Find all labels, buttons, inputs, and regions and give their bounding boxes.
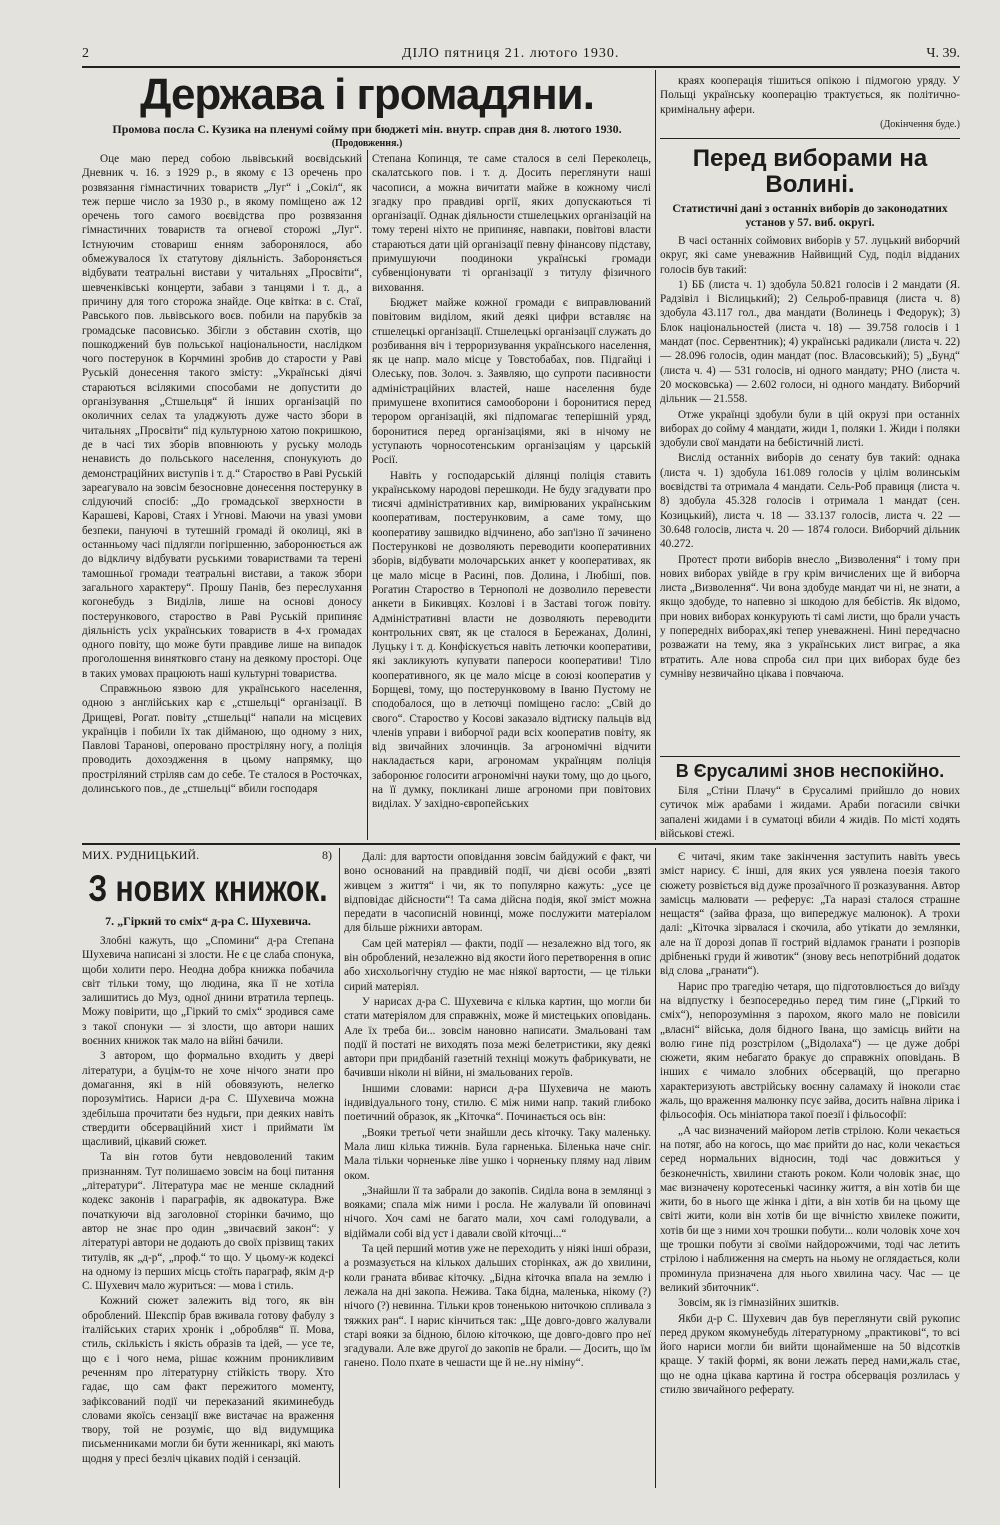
article-subtitle: Промова посла С. Кузика на пленумі сойму при бюджеті мін. внутр. справ дня 8. лютого 1930. <box>112 122 622 136</box>
article-column <box>82 934 334 1486</box>
paragraph: Іншими словами: нариси д-ра Шухевича не мають індивідуального тону, стилю. Є між ними напр. такий глибоко поетичний образок, як „Кіточка“. Починається ось він: <box>344 1082 651 1124</box>
paragraph: „А час визначений майором летів стрілою. Коли чекається на потяг, або на когось, що має прийти до нас, коли чекається серед нормальних відносин, тоді час довжиться у безконечність, хвилини стають роком. Коли чоловік знає, що має визначену коротесенькі часинку життя, а він хотів би ще жити, бо в нього ще жінка і діти, а він хотів би на цьому ще світі жити, коли він хотів би ще вічністю хвилеке пожити, хотів би ще з ними хоч трошки побути... коли чоловік хоче хоч ще трошки побути зі своїми найдорожчими, тоді час летить стрілою і наближення на смерть на ньому не оглядається, коли проминула призначена для нього хвилина часу. Час — це великий збиточник“. <box>660 1124 960 1294</box>
article-subtitle: Статистичні дані з останніх виборів до законодатних установ у 57. виб. округі. <box>672 203 948 229</box>
page-number: 2 <box>82 46 89 61</box>
article-title: Держава і громадяни. <box>140 70 594 119</box>
article-title: З нових книжок. <box>88 868 328 910</box>
paragraph: „Вояки третьої чети знайшли десь кіточку. Таку маленьку. Мала лиш кілька тижнів. Була гарненька. Біленька наче сніг. Мала тільки чорненьке ліве ушко і чорненьку пляму над лівим оком. <box>344 1126 651 1182</box>
paragraph: Та він готов бути невдоволений таким признанням. Тут полишаємо зовсім на боці питання „літератури“. Література має не менше складний кодекс законів і параграфів, як адвокатура. Вже початкуючи від заголовної сторінки бачимо, що автор не знає про один „звичаєвий закон“: у літературі автори не додають до своїх прізвищ таких титулів, як „д-р“, „проф.“ то що. У цьому-ж кодексі на одному із перших місць стоїть параграф, якім д-р С. Шухевич мало журиться: — мова і стиль. <box>82 1151 334 1293</box>
paragraph: Бюджет майже кожної громади є виправлюваний повітовим виділом, який деякі цифри вставляє на стшелецькі організації. Стшелецькі організації служать до розбивання віч і терроризування українського населення, як це напр. мало місце у Товстобабах, пов. Підгайці і Олеську, пов. Золоч. з. Заявляю, що супроти пасивности адміністраційних властей, наше населення буде примушене вхопитися самооборони і боронитися перед терором організацій, які підпомагає теперішній уряд, боронитися перед організаціями, які в нічому не уступають чорносотенським організаціям у царській Росії. <box>372 296 651 467</box>
article-column <box>82 152 362 840</box>
article-column <box>660 234 960 752</box>
installment-number: 8) <box>322 848 332 862</box>
paragraph: Протест проти виборів внесло „Визволення“ і тому при нових виборах увійде в гру крім вичислених ще й виборча листа „Визволення“. Чи вона здобуде мандат чи ні, не знати, а якщо здобуде, то напевно зі шкодою для бебістів. Як відомо, при нових виборах конкурують ті самі листи, що брали участь у попередніх виборах,які тепер уневажнені. Нині передчасно розважати на тему, яка з українських лист виграє, а яка втратить. Але нова спроба сил при цих виборах буде без сумніву незвичайно цікава і повчаюча. <box>660 553 960 680</box>
article-column <box>660 784 960 840</box>
paragraph: Далі: для вартости оповідання зовсім байдужий є факт, чи воно оснований на правдивій події, чи дієві особи „взяті живцем з життя“ і чи, як то популярно кажуть: „усе це відповідає дійсности“! Та сама дійсна подія, якої зміст можна передати в часописній новинці, може послужити матеріалом для більше ріжнихи авторам. <box>344 851 651 935</box>
paragraph: Навіть у господарській ділянці поліція ставить українському народові перешкоди. Не буду згадувати про тисячі адміністративних кар, вимірюваних українським кооперативам, постерунковим, а саме тому, що кооперативу зашвидко відчинено, або зап'ізно її зачинено Постерункові не дозволяють переводити кооперативних зборів, відбувати молочарських анкет у кооперативах, як це мало місце в Расині, пов. Долина, і Любіші, пов. Рогатин Староство в Тернополі не дозволило перевести анкети в Бикивцях. Козлові і в Заставі тогож повіту. Адміністративні власти не дозволяють переводити контрольних свят, як це сталося в Бережанах, Долині, Луцьку і т. д. Конфіскується навіть летючки кооперативи, які закликують купувати папероси кооперативи! Тіло кооперативного, як це мало місце в союзі кооператив у Борщеві, тому, що постерунковому в Іваню Пустому не сподобалося, що в летючці поміщено гасло: „Свій до свого“. Староство у Косові заказало відтиску пальців від членів управи і виборчої ради всіх кооператив повіту, як від звичайних злочинців. За агрономічні відчити накладається кари, агрономам українцям поліція заборонює голосити агрономічні науки тому, що до цього, на її думку, покликані лише агрономи при повітових виділах. У західно-європейських <box>372 469 651 811</box>
article-subtitle: 7. „Гіркий то сміх“ д-ра С. Шухевича. <box>105 914 311 928</box>
column-divider <box>367 150 368 840</box>
author: МИХ. РУДНИЦЬКИЙ. <box>82 848 200 862</box>
paragraph: Є читачі, яким таке закінчення заступить навіть увесь зміст нарису. Є інші, для яких уся уявлена поезія такого сюжету розвіється від дуже прозаїчного її розказування. Автор замісць малювати — реферує: „Та наразі сталося страшне нещастя“ (зайва фраза, що випереджує малюнок). А трохи далі: „Кіточка зірвалася і скочила, або утікати до землянки, але на її дорозі допав її гострий відламок гранати і розпорів дрібненькі груди й животик“ (знову весь непотрібний додаток від слова „гранати“). <box>660 851 960 978</box>
paragraph: Вислід останніх виборів до сенату був такий: однака (листа ч. 1) здобула 161.089 голосів у цілім волинськім воєвідстві та отримала 4 мандати. Сель-Роб правиця (листа ч. 8) здобула 45.328 голосів і отримала 1 мандат (сен. Козицький), листа ч. 18 — 33.137 голосів, листа ч. 22 — 30.648 голосів, листа ч. 20 — 1874 голоси. Виборчий дільник 40.272. <box>660 452 960 551</box>
masthead: ДІЛО пятниця 21. лютого 1930. <box>402 46 620 61</box>
header-rule <box>82 66 960 68</box>
article-column <box>660 74 960 136</box>
paragraph: Оце маю перед собою львівський воєвідський Дневник ч. 16. з 1929 р., в якому є 13 оречень про розвязання гімнастичних товариств „Луг“ і „Сокіл“, як теж перше число за 1930 р., в якому поміщено аж 12 оречень того самого воєвідства про розвязання гімнастичних товариств та огневої сторожі „Луг“. Істнуючим стовариш енням заборонялося, або обмежувалося їх статутову діяльність. Забороняється відбувати театральні вистави у читальнях „Просвіти“, шевченківські концерти, забави з танцями і т. д., а причину для того сторожа знайде. Оце квітка: в с. Стаї, Равського пов. львівського воєв. побили на парубків за громадське пасовисько. Збігли з обставин схотів, що пошкоджений був польської національности, наслідком чого постерунок в Корчмині зробив до старости у Раві Руській донесення такого змісту: „Українські діячі стараються всілякими способами не допустити до організування „Стшельця“ й інших організацій по околичних селах та уладжують дуже часто збори в читальнях „Просвіти“ під культурною хатою покришкою, де в часі тих зборів вповнюють у руську молодь ненависть до польського населення, спонукують до демонстраційних виступів і т. д.“ Староство в Раві Руській зареагувало на зовсім безосновне донесення постерунку в слідуючий спосіб: „До громадської зверхности в Карашеві, Карові, Стаях і Угнові. Маючи на увазі умови безпеки, пануючі в тутешній громаді й околиці, які в останньому часі підлягли погіршенню, заборонюється аж до відкличу відбувати руськими товариствами та терені тамошньої громади театральні вистави, а також збори загального характеру“. Прошу Панів, без переслухання когонебудь з Виділів, лише на основі доносу постерункового, староство в Раві Руській припиняє діяльність усіх українських товариств в 4-х громадах одного повіту, що може бути правдиве лише на випадок проголошення винятковго стану на деякому просторі. Оце в таких умовах працюють наші культурні товариства. <box>82 153 362 680</box>
paragraph: Кожний сюжет залежить від того, як він оброблений. Шекспір брав вживала готову фабулу з італійських старих хронік і „обробляв“ її. Мова, стиль, скількість і якість образів та ідей, — усе те, що є і чого нема, рішає кожним проникливим реченням про літературну стійкість твору. Хто гадає, що сам факт пережитого моменту, зафіксований події чи переказаний якиминебудь словами якоїсь сензації вже вистачає на враження твору, той не розуміє, що від видумщика письменниками могли би бути женникарі, які мають щодня у пресі безліч цікавих подій і сензацій. <box>82 1295 334 1465</box>
article-column <box>660 850 960 1486</box>
article-column <box>344 850 651 1486</box>
article-title: Перед виборами на Волині. <box>692 145 928 198</box>
paragraph: Зовсім, як із гімназійних зшитків. <box>678 1297 840 1310</box>
section-rule <box>82 843 960 845</box>
paragraph: Степана Копинця, те саме сталося в селі Переколець, скалатського пов. і т. д. Досить переглянути наші часописи, а можна вичитати майже в кожному числі згадку про правдиві оргії, яких допускаються ті організації. Однак діяльности стшелецьких організацій на тому терені ніхто не припиняє, навпаки, повітові власти стараються дати цій організації певну фінансову підставу, примушуючи поодиноки українські громади субвенціонувати ті організації з титулу фізичного виховання. <box>372 153 651 294</box>
paragraph: З автором, що формально входить у двері літератури, а буцім-то не хоче нічого знати про домагання, які в ній обовязують, нелегко порозумітись. Нариси д-ра С. Шухевича можна здебільша прочитати без нудьги, при деяких навіть ствердити обсерваційний хист і приймати їм щасливий, цікавий сюжет. <box>82 1050 334 1149</box>
page-header <box>82 46 960 68</box>
issue-number: Ч. 39. <box>926 46 960 61</box>
paragraph: „Знайшли її та забрали до закопів. Сиділа вона в землянці з вояками; спала між ними і росла. Не жалували їй оповиначі нічого. Хоч самі не багато мали, хоч самі голодували, а відіймали собі від уст і давали своїй кіточці...“ <box>344 1184 651 1240</box>
to-be-continued-note: (Докінчення буде.) <box>880 118 960 130</box>
article-column <box>372 152 651 840</box>
column-divider <box>339 848 340 1488</box>
paragraph: У нарисах д-ра С. Шухевича є кілька картин, що могли би стати матеріялом для справжніх, може й мистецьких оповідань. Але їх треба би... зовсім нановно написати. Змальовані там події й постаті не виходять поза межі белетристики, яку деякі автори при придбаній газетній техніці можуть фабрикувати, не бачивши ніколи ні війни, ні змальованих героїв. <box>344 995 651 1080</box>
paragraph: Сам цей матеріял — факти, події — незалежно від того, як він оброблений, незалежно від якости його перетворення в опис або хисхольогічну студію не має ніякої вартости, — це тільки сирий матеріял. <box>344 937 651 993</box>
paragraph: Нарис про трагедію четаря, що підготовлюється до виїзду на відпустку і безпосередньо перед тим гине („Гіркий то сміх“), непорозуміння з парохом, якого мало не повісили „власні“ війська, доля бідного Івана, що замісць вийти на волю гине під розстрілом („Відолаха“) — це дуже добрі сюжети, яким небагато бракує до справжніх оповідань. В інших є чимало злобних обсервацій, що прегарно характеризують австрійську воєнну саламаху й іноколи стає жаль, що враження малюнку псує зайва, досить наївна лірика і фільософія. Ось мініатюра такої поезії і фільософії: <box>660 980 960 1122</box>
paragraph: Та цей перший мотив уже не переходить у ніякі інші образи, а розмазується на кількох дальших сторінках, аж до хвилини, коли граната вбиває кіточку. „Бідна кіточка впала на землю і лежала на дні закопа. Нежива. Така бідна, маленька, нікому (?) нічого (?) невинна. Тільки кров тоненькою ниточкою спливала з тяжких ран“. І нарис кінчиться так: „Ще довго-довго жалували старі вояки за бідною, білою кіточкою, ще довго-довго про неї згадували. Але вже другої до закопів не брали. — Досить, що їм ганено. Поло пхате в чешасти ще й не..ну німіну“. <box>344 1243 651 1370</box>
article-title: В Єрусалимі знов неспокійно. <box>675 761 945 781</box>
section-rule <box>660 756 960 757</box>
column-divider <box>655 70 656 840</box>
paragraph: Біля „Стіни Плачу“ в Єрусалимі прийшло до нових сутичок між арабами і жидами. Араби погасили свічки запалені жидами і в суматоці вбили 4 жидів. По місті ходять військові стежі. <box>660 785 960 840</box>
paragraph: Отже українці здобули були в цій окрузі при останніх виборах до сойму 4 мандати, жиди 1, поляки 1. Жиди і поляки здобули свої мандати на бебістичній листі. <box>660 408 960 450</box>
paragraph: Якби д-р С. Шухевич дав був переглянути свій рукопис перед друком якомунебудь літературному „практикові“, то всі його нариси могли би вийти щонайменше на 50 відсотків краще. У такій формі, як вони лежать перед нами,жаль стає, що не одна цікава картина й гостра обсервація розлилась у стилю звичайного реферату. <box>660 1312 960 1396</box>
paragraph: В часі останніх соймових виборів у 57. луцький виборчий округ, які саме уневажнив Найвищий Суд, поділ відданих голосів був такий: <box>660 235 960 276</box>
section-rule <box>660 138 960 139</box>
column-divider <box>655 848 656 1488</box>
byline <box>82 848 332 863</box>
paragraph: Справжньою язвою для українського населення, одною з англійських кар є „стшельці“ організації. В Дрищеві, Рогат. повіту „стшельці“ напали на місцевих українців і побили їх так дійманою, що одному з них, Павлові Таранові, оперовано простріляну ногу, а поліція проводить дохоэдження в цьому напрямку, що простріляний стріляв сам до себе. Те сталося в Росточках, долинського пов., де „стшельці“ вбили господаря <box>82 682 362 796</box>
paragraph: 1) ББ (листа ч. 1) здобула 50.821 голосів і 2 мандати (Я. Радзівіл і Віслицький); 2) Сельроб-правиця (листа ч. 8) здобула 43.117 гол., два мандати (Волинець і Федорук); 3) Блок національностей (листа ч. 18) — 39.758 голосів і 1 мандат (пос. Сервентник); 4) українські радикали (листа ч. 22) — 28.096 голосів, один мандат (пос. Власовський); 5) „Бунд“ (листа ч. 4) — 531 голосів, ні одного мандату; РНО (листа ч. 20 московська) — 2.602 голоси, ні одного мандату. Виборчий дільник — 21.558. <box>660 278 960 406</box>
paragraph: краях кооперація тішиться опікою і підмогою уряду. У Польщі українську кооперацію трактується, як політично-кримінальну афери. <box>660 75 960 116</box>
paragraph: Злобні кажуть, що „Спомини“ д-ра Степана Шухевича написані зі злости. Не є це слаба спонука, щоби холити перо. Неодна добра книжка побачила світ тільки тому, що людина, яка її не хотіла залишитись до Муз, одної днини втратила терпець. Можу повірити, що „Гіркий то сміх“ зродився саме з такої спонуки — зі злости, що автори наших воєнних книжок так мало на війні бачили. <box>82 935 334 1048</box>
article-continued-note: (Продовження.) <box>331 138 403 149</box>
